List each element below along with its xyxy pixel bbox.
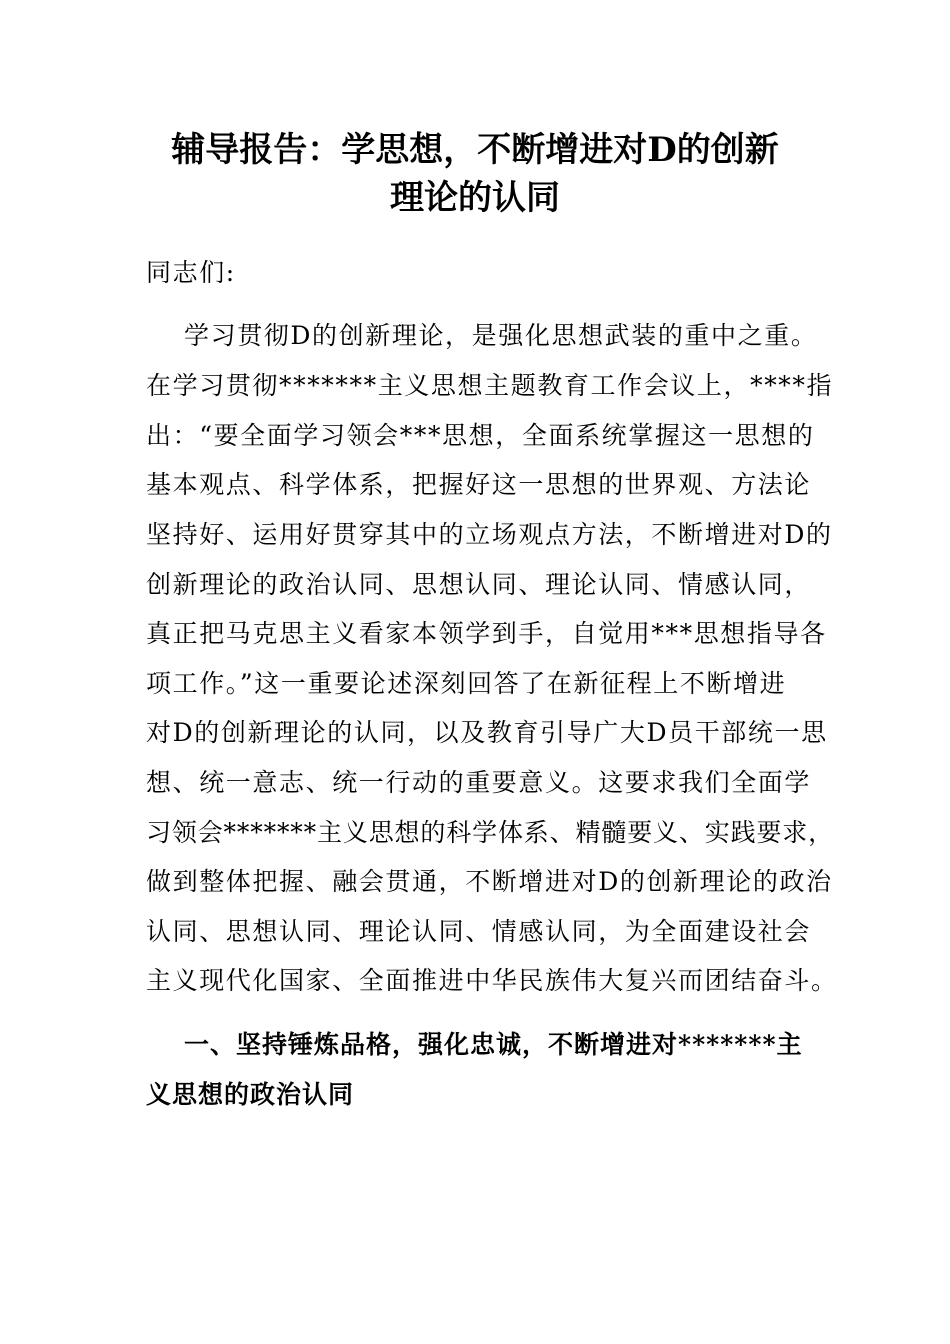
paragraph-line: 主义现代化国家、全面推进中华民族伟大复兴而团结奋斗。 [146, 966, 838, 995]
section-heading-line-2: 义思想的政治认同 [146, 1080, 355, 1109]
paragraph-line: 认同、思想认同、理论认同、情感认同，为全面建设社会 [146, 917, 812, 946]
paragraph-line: 创新理论的政治认同、思想认同、理论认同、情感认同， [146, 570, 812, 599]
paragraph-line: 坚持好、运用好贯穿其中的立场观点方法，不断增进对D的 [146, 520, 833, 549]
salutation: 同志们: [146, 258, 236, 287]
paragraph-line: 基本观点、科学体系，把握好这一思想的世界观、方法论 [146, 470, 812, 499]
paragraph-line: 在学习贯彻*******主义思想主题教育工作会议上，****指 [146, 371, 834, 400]
paragraph-line: 项工作。”这一重要论述深刻回答了在新征程上不断增进 [146, 669, 787, 698]
section-heading-line-1: 一、坚持锤炼品格，强化忠诚，不断增进对*******主 [184, 1030, 803, 1059]
paragraph-line: 学习贯彻D的创新理论，是强化思想武装的重中之重。 [184, 321, 818, 350]
paragraph-line: 做到整体把握、融会贯通，不断增进对D的创新理论的政治 [146, 867, 833, 896]
document-title-line-1: 辅导报告：学思想，不断增进对D的创新 [171, 130, 779, 170]
paragraph-line: 对D的创新理论的认同，以及教育引导广大D员干部统一思 [146, 718, 828, 747]
paragraph-line: 想、统一意志、统一行动的重要意义。这要求我们全面学 [146, 768, 812, 797]
document-title-line-2: 理论的认同 [390, 178, 560, 218]
paragraph-line: 习领会*******主义思想的科学体系、精髓要义、实践要求， [146, 818, 835, 847]
paragraph-line: 真正把马克思主义看家本领学到手，自觉用***思想指导各 [146, 619, 827, 648]
paragraph-line: 出：“要全面学习领会***思想，全面系统掌握这一思想的 [146, 421, 815, 450]
